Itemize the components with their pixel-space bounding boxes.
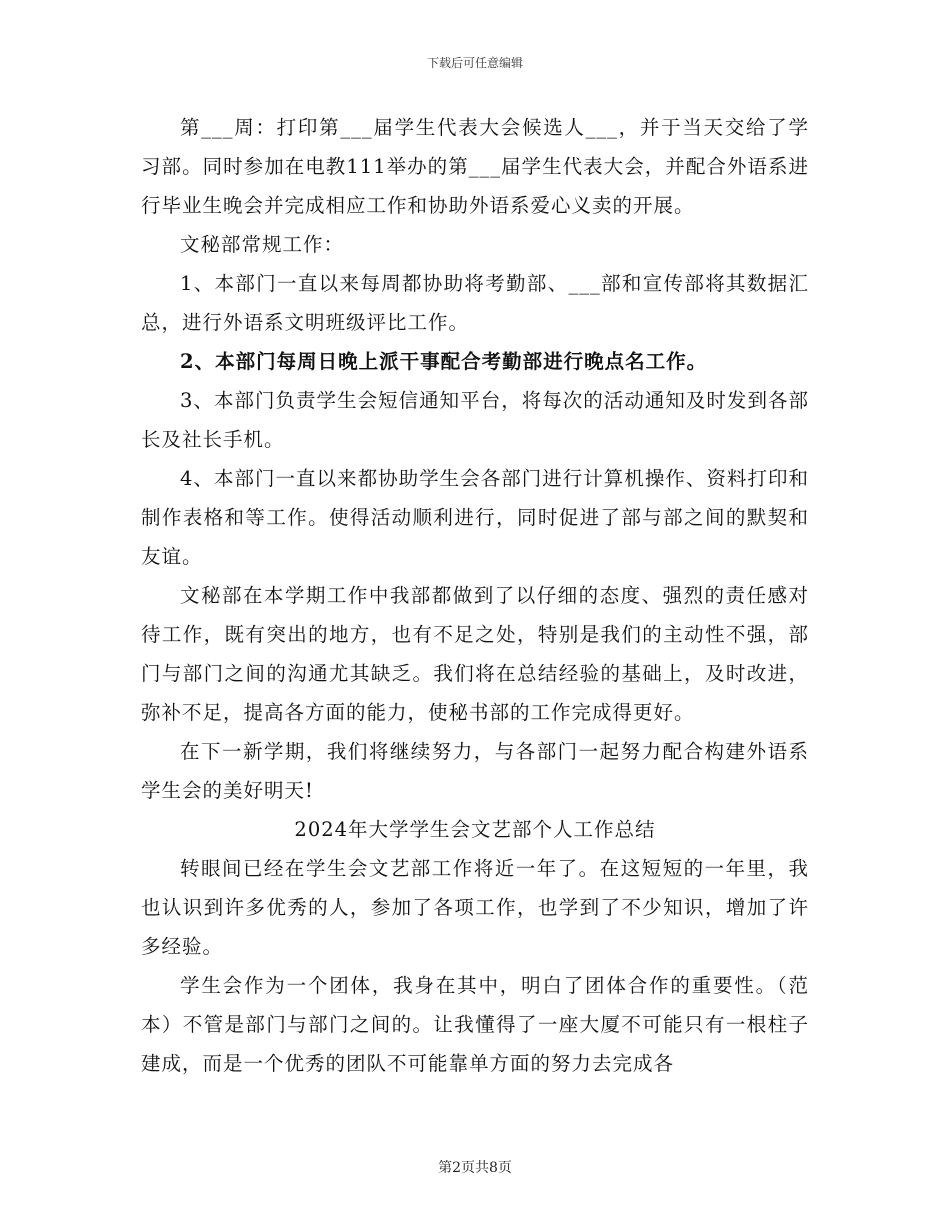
paragraph: 第___周：打印第___届学生代表大会候选人___，并于当天交给了学习部。同时参加在电教111举办的第___届学生代表大会，并配合外语系进行毕业生晚会并完成相应工作和协助外语系爱心义卖的开展。 [141,116,809,217]
paragraph: 在下一新学期，我们将继续努力，与各部门一起努力配合构建外语系学生会的美好明天! [141,740,809,802]
paragraph-bold: 2、本部门每周日晚上派干事配合考勤部进行晚点名工作。 [180,350,708,373]
page-header: 下载后可任意编辑 [426,56,523,70]
paragraph: 转眼间已经在学生会文艺部工作将近一年了。在这短短的一年里，我也认识到许多优秀的人，参加了各项工作，也学到了不少知识，增加了许多经验。 [141,857,809,958]
document-body [141,108,809,1083]
paragraph: 1、本部门一直以来每周都协助将考勤部、___部和宣传部将其数据汇总，进行外语系文明班级评比工作。 [141,272,809,334]
paragraph: 文秘部在本学期工作中我部都做到了以仔细的态度、强烈的责任感对待工作，既有突出的地方，也有不足之处，特别是我们的主动性不强，部门与部门之间的沟通尤其缺乏。我们将在总结经验的基础上，及时改进，弥补不足，提高各方面的能力，使秘书部的工作完成得更好。 [141,584,809,724]
paragraph: 学生会作为一个团体，我身在其中，明白了团体合作的重要性。（范本）不管是部门与部门之间的。让我懂得了一座大厦不可能只有一根柱子建成，而是一个优秀的团队不可能靠单方面的努力去完成各 [141,974,809,1075]
section-title: 2024年大学学生会文艺部个人工作总结 [294,818,656,841]
page-footer: 第2页共8页 [438,1160,512,1176]
paragraph: 文秘部常规工作： [180,233,345,256]
paragraph: 3、本部门负责学生会短信通知平台，将每次的活动通知及时发到各部长及社长手机。 [141,389,809,451]
paragraph: 4、本部门一直以来都协助学生会各部门进行计算机操作、资料打印和制作表格和等工作。使得活动顺利进行，同时促进了部与部之间的默契和友谊。 [141,467,809,568]
